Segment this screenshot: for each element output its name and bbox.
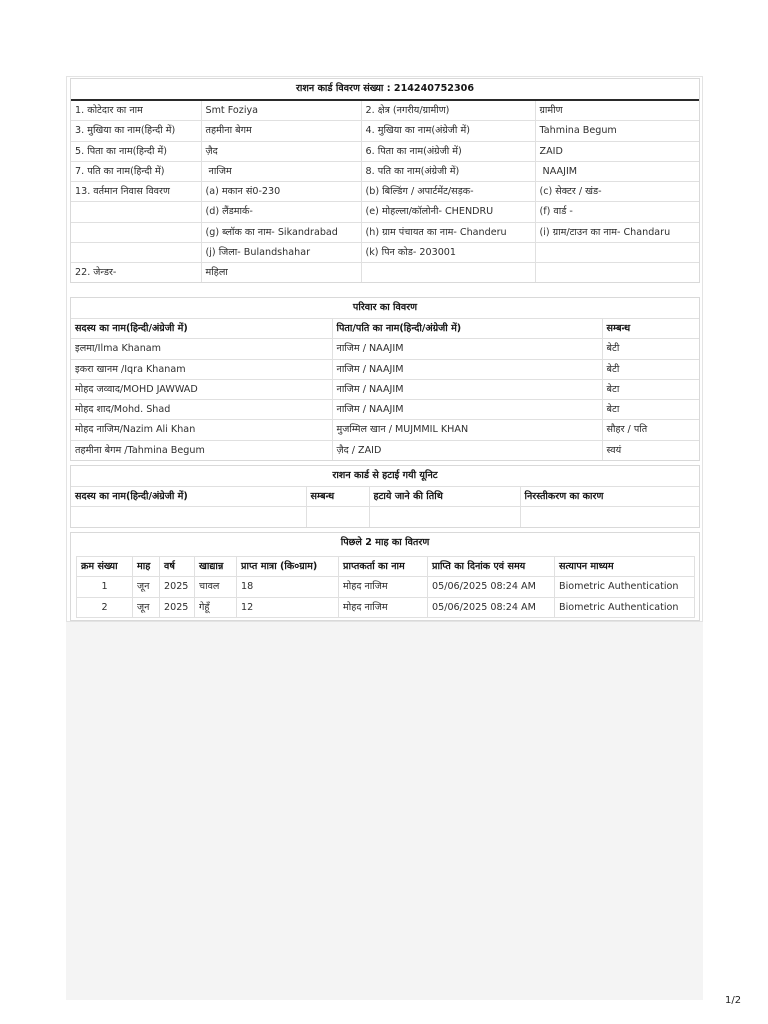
distribution-section — [70, 532, 700, 621]
serial-number: 2 — [77, 597, 133, 617]
parent-spouse-name: मुजम्मिल खान / MUJMMIL KHAN — [332, 420, 602, 440]
ward: (f) वार्ड - — [535, 202, 699, 222]
husband-name-hindi-value: नाजिम — [201, 161, 361, 181]
family-member-row — [71, 440, 699, 460]
received-datetime: 05/06/2025 08:24 AM — [428, 577, 555, 597]
relation: बेटा — [602, 379, 699, 399]
area-type-label: 2. क्षेत्र (नगरीय/ग्रामीण) — [361, 101, 535, 121]
table-row — [71, 202, 699, 222]
family-member-row — [71, 379, 699, 399]
table-header-row — [71, 319, 699, 339]
member-name-header: सदस्य का नाम(हिन्दी/अंग्रेजी में) — [71, 487, 306, 507]
empty-cell — [71, 507, 306, 527]
member-name: मोहद जव्वाद/MOHD JAWWAD — [71, 379, 332, 399]
husband-name-hindi-label: 7. पति का नाम(हिन्दी में) — [71, 161, 201, 181]
ration-card-details-section — [70, 78, 700, 283]
parent-spouse-name: नाजिम / NAAJIM — [332, 339, 602, 359]
gram-panchayat-name: (h) ग्राम पंचायत का नाम- Chanderu — [361, 222, 535, 242]
table-row — [71, 182, 699, 202]
empty-row — [71, 507, 699, 527]
blank-page-area — [66, 622, 703, 1000]
family-member-row — [71, 400, 699, 420]
father-name-english-label: 6. पिता का नाम(अंग्रेजी में) — [361, 141, 535, 161]
cancellation-reason-header: निरस्तीकरण का कारण — [520, 487, 699, 507]
relation: बेटा — [602, 400, 699, 420]
empty-cell — [535, 242, 699, 262]
husband-name-english-label: 8. पति का नाम(अंग्रेजी में) — [361, 161, 535, 181]
month: जून — [133, 577, 160, 597]
house-number: (a) मकान सं0-230 — [201, 182, 361, 202]
relation: स्वयं — [602, 440, 699, 460]
parent-spouse-name-header: पिता/पति का नाम(हिन्दी/अंग्रेजी में) — [332, 319, 602, 339]
year-header: वर्ष — [160, 557, 195, 577]
serial-number: 1 — [77, 577, 133, 597]
empty-cell — [535, 263, 699, 283]
table-row — [71, 101, 699, 121]
table-row — [71, 222, 699, 242]
father-name-hindi-label: 5. पिता का नाम(हिन्दी में) — [71, 141, 201, 161]
table-row — [71, 141, 699, 161]
family-members-table — [71, 319, 699, 460]
serial-number-header: क्रम संख्या — [77, 557, 133, 577]
empty-cell — [71, 242, 201, 262]
verification-method-header: सत्यापन माध्यम — [555, 557, 695, 577]
family-member-row — [71, 420, 699, 440]
distribution-row — [77, 597, 695, 617]
month: जून — [133, 597, 160, 617]
table-row — [71, 242, 699, 262]
ration-card-number-title: राशन कार्ड विवरण संख्या : 214240752306 — [71, 79, 699, 101]
removal-date-header: हटाये जाने की तिथि — [369, 487, 520, 507]
head-name-english-value: Tahmina Begum — [535, 121, 699, 141]
relation: बेटी — [602, 339, 699, 359]
table-header-row — [71, 487, 699, 507]
pin-code: (k) पिन कोड- 203001 — [361, 242, 535, 262]
family-details-section — [70, 297, 700, 461]
recipient-name: मोहद नाजिम — [339, 577, 428, 597]
relation-header: सम्बन्ध — [602, 319, 699, 339]
recipient-name-header: प्राप्तकर्ता का नाम — [339, 557, 428, 577]
table-row — [71, 161, 699, 181]
parent-spouse-name: नाजिम / NAAJIM — [332, 359, 602, 379]
empty-cell — [369, 507, 520, 527]
empty-cell — [306, 507, 369, 527]
distribution-title: पिछले 2 माह का वितरण — [340, 537, 430, 548]
verification-method: Biometric Authentication — [555, 577, 695, 597]
parent-spouse-name: नाजिम / NAAJIM — [332, 400, 602, 420]
grain-header: खाद्यान्न — [195, 557, 237, 577]
village-town-name: (i) ग्राम/टाउन का नाम- Chandaru — [535, 222, 699, 242]
removed-units-title: राशन कार्ड से हटाई गयी यूनिट — [71, 466, 699, 487]
ration-card-details-table — [71, 101, 699, 282]
verification-method: Biometric Authentication — [555, 597, 695, 617]
district: (j) जिला- Bulandshahar — [201, 242, 361, 262]
table-row — [71, 121, 699, 141]
recipient-name: मोहद नाजिम — [339, 597, 428, 617]
grain: गेहूँ — [195, 597, 237, 617]
family-member-row — [71, 359, 699, 379]
removed-units-table — [71, 487, 699, 527]
parent-spouse-name: नाजिम / NAAJIM — [332, 379, 602, 399]
parent-spouse-name: ज़ैद / ZAID — [332, 440, 602, 460]
empty-cell — [361, 263, 535, 283]
quantity-kg: 18 — [237, 577, 339, 597]
block-name: (g) ब्लॉक का नाम- Sikandrabad — [201, 222, 361, 242]
empty-cell — [71, 222, 201, 242]
distribution-table — [76, 556, 695, 618]
husband-name-english-value: NAAJIM — [535, 161, 699, 181]
family-member-row — [71, 339, 699, 359]
page-number: 1/2 — [725, 995, 742, 1006]
head-name-english-label: 4. मुखिया का नाम(अंग्रेजी में) — [361, 121, 535, 141]
member-name-header: सदस्य का नाम(हिन्दी/अंग्रेजी में) — [71, 319, 332, 339]
relation-header: सम्बन्ध — [306, 487, 369, 507]
removed-units-section — [70, 465, 700, 528]
head-name-hindi-label: 3. मुखिया का नाम(हिन्दी में) — [71, 121, 201, 141]
sector-block: (c) सेक्टर / खंड- — [535, 182, 699, 202]
member-name: तहमीना बेगम /Tahmina Begum — [71, 440, 332, 460]
member-name: मोहद नाजिम/Nazim Ali Khan — [71, 420, 332, 440]
father-name-hindi-value: ज़ैद — [201, 141, 361, 161]
gender-label: 22. जेन्डर- — [71, 263, 201, 283]
year: 2025 — [160, 577, 195, 597]
member-name: मोहद शाद/Mohd. Shad — [71, 400, 332, 420]
dealer-name-label: 1. कोटेदार का नाम — [71, 101, 201, 121]
grain: चावल — [195, 577, 237, 597]
building-street: (b) बिल्डिंग / अपार्टमेंट/सड़क- — [361, 182, 535, 202]
family-details-title: परिवार का विवरण — [71, 298, 699, 319]
month-header: माह — [133, 557, 160, 577]
table-row — [71, 263, 699, 283]
received-datetime: 05/06/2025 08:24 AM — [428, 597, 555, 617]
year: 2025 — [160, 597, 195, 617]
father-name-english-value: ZAID — [535, 141, 699, 161]
member-name: इलमा/Ilma Khanam — [71, 339, 332, 359]
area-type-value: ग्रामीण — [535, 101, 699, 121]
relation: सौहर / पति — [602, 420, 699, 440]
head-name-hindi-value: तहमीना बेगम — [201, 121, 361, 141]
quantity-kg: 12 — [237, 597, 339, 617]
locality-colony: (e) मोहल्ला/कॉलोनी- CHENDRU — [361, 202, 535, 222]
empty-cell — [520, 507, 699, 527]
dealer-name-value: Smt Foziya — [201, 101, 361, 121]
gender-value: महिला — [201, 263, 361, 283]
landmark: (d) लैंडमार्क- — [201, 202, 361, 222]
empty-cell — [71, 202, 201, 222]
current-address-label: 13. वर्तमान निवास विवरण — [71, 182, 201, 202]
table-header-row — [77, 557, 695, 577]
member-name: इकरा खानम /Iqra Khanam — [71, 359, 332, 379]
quantity-header: प्राप्त मात्रा (कि०ग्राम) — [237, 557, 339, 577]
received-datetime-header: प्राप्ति का दिनांक एवं समय — [428, 557, 555, 577]
distribution-row — [77, 577, 695, 597]
relation: बेटी — [602, 359, 699, 379]
